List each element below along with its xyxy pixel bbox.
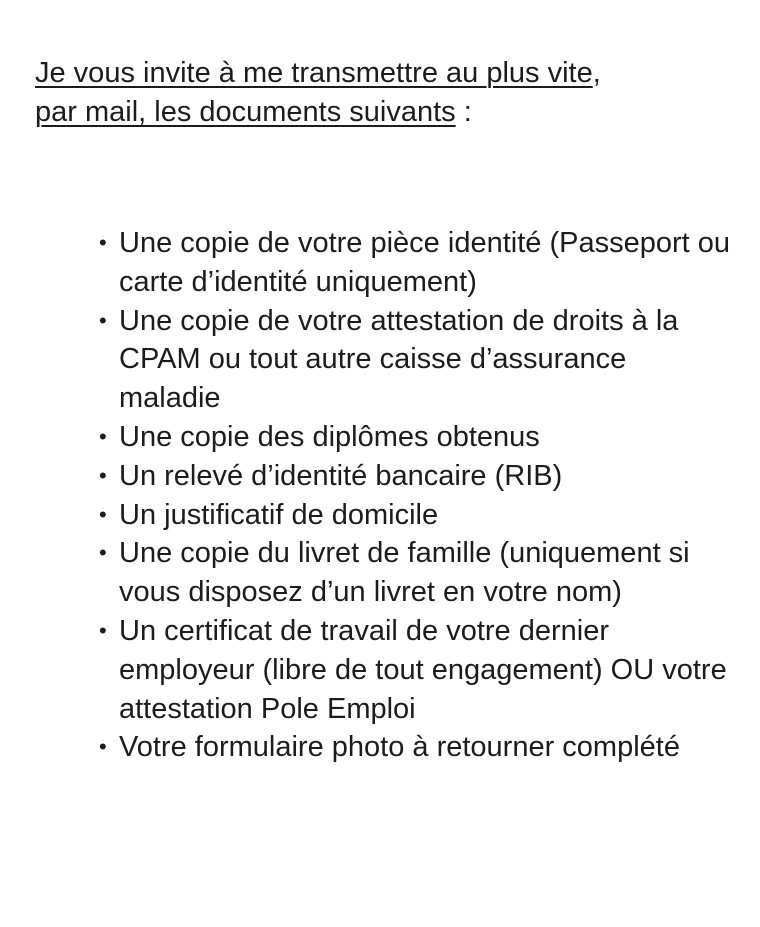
list-item-text: Une copie du livret de famille (uniquement si vous disposez d’un livret en votre nom)	[119, 537, 690, 609]
intro-comma: ,	[592, 57, 601, 89]
list-item-text: Votre formulaire photo à retourner complété	[119, 731, 680, 764]
intro-colon: :	[455, 96, 472, 128]
bullet-icon: •	[99, 462, 107, 488]
bullet-icon: •	[99, 423, 107, 449]
bullet-icon: •	[99, 617, 107, 643]
list-item-text: Une copie de votre attestation de droits à la CPAM ou tout autre caisse d’assurance maladie	[119, 304, 679, 415]
intro-paragraph	[35, 54, 735, 132]
bullet-icon: •	[99, 734, 107, 760]
list-item	[99, 418, 731, 457]
list-item-text: Une copie des diplômes obtenus	[119, 420, 540, 453]
bullet-icon: •	[99, 230, 107, 255]
intro-underlined-text-2: par mail, les documents suivants	[35, 96, 456, 128]
bullet-icon: •	[99, 501, 107, 527]
list-item-text: Un relevé d’identité bancaire (RIB)	[119, 459, 563, 492]
list-item	[99, 457, 731, 496]
bullet-icon: •	[99, 540, 107, 566]
list-item	[99, 534, 731, 612]
list-item-text: Un certificat de travail de votre dernier employeur (libre de tout engagement) OU votre attestation Pole Emploi	[119, 614, 727, 725]
documents-list	[99, 224, 731, 767]
list-item-text: Une copie de votre pièce identité (Passeport ou carte d’identité uniquement)	[119, 227, 730, 298]
list-item	[99, 224, 731, 302]
bullet-icon: •	[99, 307, 107, 333]
list-item	[99, 302, 731, 418]
intro-underlined-text-1: Je vous invite à me transmettre au plus vite	[35, 57, 593, 89]
list-item	[99, 612, 731, 728]
list-item	[99, 496, 731, 535]
list-item	[99, 728, 731, 767]
list-item-text: Un justificatif de domicile	[119, 498, 439, 531]
